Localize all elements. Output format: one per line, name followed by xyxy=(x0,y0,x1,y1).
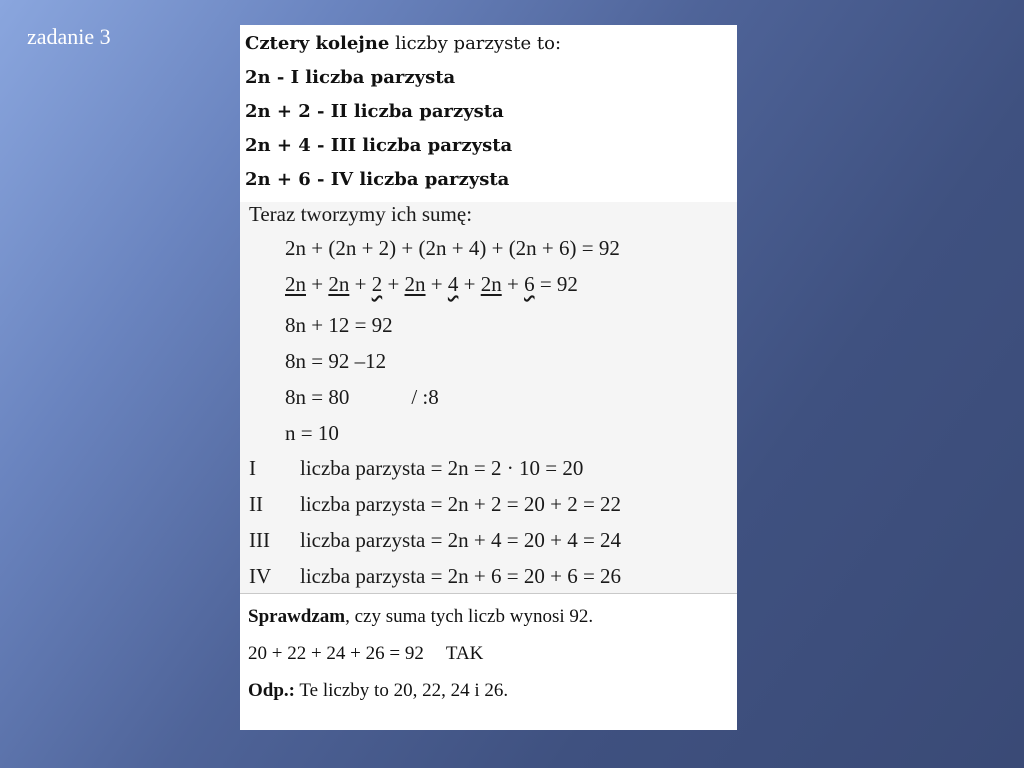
equation-divide-left: 8n = 80 xyxy=(285,385,350,409)
expanded-term: 2n xyxy=(328,272,350,296)
equation-expanded xyxy=(285,272,578,296)
slide-title: zadanie 3 xyxy=(27,24,111,49)
answer-roman: II xyxy=(249,492,263,516)
expanded-result: = 92 xyxy=(534,272,578,296)
equation-divide xyxy=(285,385,439,409)
final-answer xyxy=(248,680,508,702)
verification-verdict: TAK xyxy=(445,643,484,664)
equation-subtract: 8n = 92 –12 xyxy=(285,349,387,373)
expanded-op: + xyxy=(501,272,525,296)
answer-roman: III xyxy=(249,528,270,552)
definitions-heading-rest: liczby parzyste to: xyxy=(389,33,562,54)
definitions-heading-bold: Cztery kolejne xyxy=(245,33,390,54)
calculation-intro: Teraz tworzymy ich sumę: xyxy=(249,202,473,226)
equation-result: n = 10 xyxy=(285,421,339,445)
equation-sum: 2n + (2n + 2) + (2n + 4) + (2n + 6) = 92 xyxy=(285,236,620,260)
answer-roman: IV xyxy=(249,564,272,588)
expanded-op: + xyxy=(425,272,448,296)
definition-line-3: 2n + 4 - III liczba parzysta xyxy=(245,135,513,156)
final-answer-label: Odp.: xyxy=(248,680,295,701)
verification-heading-rest: , czy suma tych liczb wynosi 92. xyxy=(345,606,594,627)
answer-roman: I xyxy=(249,456,256,480)
definition-line-1: 2n - I liczba parzysta xyxy=(245,67,456,88)
expanded-term: 2n xyxy=(480,272,502,296)
expanded-op: + xyxy=(349,272,372,296)
definition-line-2: 2n + 2 - II liczba parzysta xyxy=(245,101,504,122)
verification-sum-equation: 20 + 22 + 24 + 26 = 92 xyxy=(248,643,424,664)
solution-image xyxy=(240,25,737,730)
expanded-op: + xyxy=(306,272,329,296)
definitions-heading xyxy=(245,33,561,55)
equation-simplified: 8n + 12 = 92 xyxy=(285,313,393,337)
definitions-box xyxy=(240,25,737,202)
expanded-term: 6 xyxy=(524,272,535,296)
expanded-op: + xyxy=(382,272,405,296)
expanded-op: + xyxy=(458,272,481,296)
definition-line-4: 2n + 6 - IV liczba parzysta xyxy=(245,169,510,190)
expanded-term: 2 xyxy=(371,272,383,296)
answer-line: liczba parzysta = 2n + 4 = 20 + 4 = 24 xyxy=(300,528,622,552)
verification-heading xyxy=(248,606,593,628)
calculation-box xyxy=(240,202,737,593)
verification-heading-bold: Sprawdzam xyxy=(248,606,346,627)
equation-divide-op: / :8 xyxy=(411,385,439,409)
verification-sum xyxy=(248,643,483,665)
answer-line: liczba parzysta = 2n + 6 = 20 + 6 = 26 xyxy=(300,564,622,588)
final-answer-text: Te liczby to 20, 22, 24 i 26. xyxy=(295,680,509,701)
answer-line: liczba parzysta = 2n + 2 = 20 + 2 = 22 xyxy=(300,492,622,516)
answer-line: liczba parzysta = 2n = 2 · 10 = 20 xyxy=(300,456,584,480)
expanded-term: 4 xyxy=(447,272,459,296)
expanded-term: 2n xyxy=(404,272,426,296)
verification-box xyxy=(240,594,737,730)
expanded-term: 2n xyxy=(285,272,306,296)
